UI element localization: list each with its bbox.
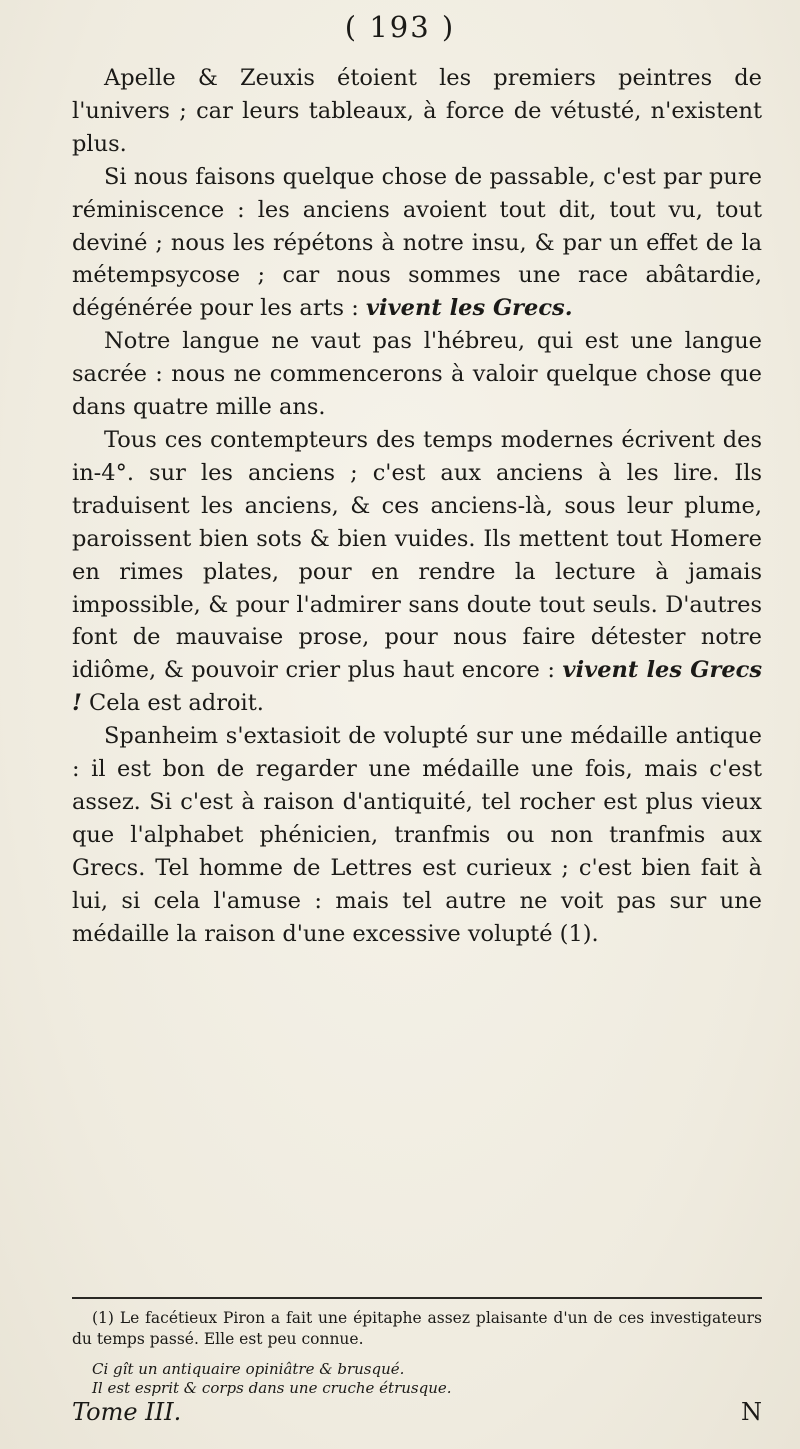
paragraph-reminiscence: Si nous faisons quelque chose de passable, c'est par pure réminiscence : les anciens avoient tout dit, tout vu, tout deviné ; nous les répétons à notre insu, & par un effet de la métempsycose ; car nous sommes une race abâtardie, dégénérée pour les arts : vivent les Grecs. <box>72 163 762 322</box>
page-number: ( 193 ) <box>344 10 456 44</box>
epitaph-verse <box>72 1360 762 1398</box>
emphasis-vivent-les-grecs-2: vivent les Grecs ! <box>72 657 762 717</box>
verse-line: Ci gît un antiquaire opiniâtre & brusqué. <box>92 1360 405 1378</box>
running-footer <box>72 1398 762 1430</box>
emphasis-vivent-les-grecs: vivent les Grecs. <box>365 295 573 322</box>
verse-line: Il est esprit & corps dans une cruche étrusque. <box>92 1379 452 1397</box>
signature-mark: N <box>741 1398 762 1426</box>
footnote-text: (1) Le facétieux Piron a fait une épitaphe assez plaisante d'un de ces investigateurs du temps passé. Elle est peu connue. <box>72 1309 762 1348</box>
paragraph-apelle: Apelle & Zeuxis étoient les premiers peintres de l'univers ; car leurs tableaux, à force de vétusté, n'existent plus. <box>72 65 762 157</box>
paragraph-spanheim: Spanheim s'extasioit de volupté sur une médaille antique : il est bon de regarder une médaille une fois, mais c'est assez. Si c'est à raison d'antiquité, tel rocher est plus vieux que l'alphabet phénicien, tranfmis ou non tranfmis aux Grecs. Tel homme de Lettres est curieux ; c'est bien fait à lui, si cela l'amuse : mais tel autre ne voit pas sur une médaille la raison d'une excessive volupté (1). <box>72 723 762 947</box>
footnote-divider <box>72 1297 762 1299</box>
paragraph-contempteurs: Tous ces contempteurs des temps modernes écrivent des in-4°. sur les anciens ; c'est aux anciens à les lire. Ils traduisent les anciens, & ces anciens-là, sous leur plume, paroissent bien sots & bien vuides. Ils mettent tout Homere en rimes plates, pour en rendre la lecture à jamais impossible, & pour l'admirer sans doute tout seuls. D'autres font de mauvaise prose, pour nous faire détester notre idiôme, & pouvoir crier plus haut encore : vivent les Grecs ! Cela est adroit. <box>72 426 762 717</box>
main-text <box>72 62 762 950</box>
footnote-block <box>72 1308 762 1398</box>
paragraph-langue: Notre langue ne vaut pas l'hébreu, qui est une langue sacrée : nous ne commencerons à valoir quelque chose que dans quatre mille ans. <box>72 328 762 421</box>
volume-label: Tome III. <box>72 1398 182 1426</box>
